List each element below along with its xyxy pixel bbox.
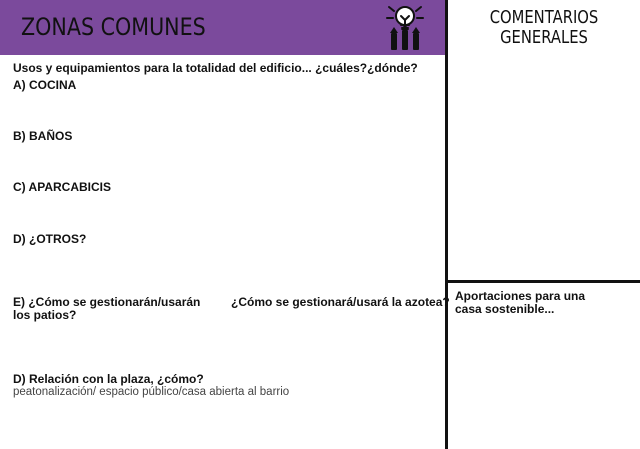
item-aparcabicis: C) APARCABICIS [13,180,111,194]
patios-question [13,296,200,322]
plaza-question: D) Relación con la plaza, ¿cómo? [13,372,204,386]
lightbulb-hands-icon [385,3,425,52]
intro-question: Usos y equipamientos para la totalidad del edificio... ¿cuáles?¿dónde? [13,61,418,75]
sidebar-title-line1: COMENTARIOS [489,7,599,28]
item-cocina: A) COCINA [13,78,77,92]
azotea-question: ¿Cómo se gestionará/usará la azotea? [231,295,450,309]
aportaciones-line2: casa sostenible... [455,302,555,316]
sidebar-title [465,8,622,48]
patios-question-line1: E) ¿Cómo se gestionarán/usarán [13,295,201,309]
plaza-hint: peatonalización/ espacio público/casa abierta al barrio [13,386,290,398]
sidebar-title-line2: GENERALES [500,27,588,48]
sidebar-divider [446,280,640,283]
item-otros: D) ¿OTROS? [13,232,87,246]
header-bar [0,0,446,55]
item-banos: B) BAÑOS [13,129,73,143]
aportaciones-prompt [455,290,585,316]
column-divider [445,0,448,449]
patios-question-line2: los patios? [13,308,77,322]
aportaciones-line1: Aportaciones para una [455,289,586,303]
page-title: ZONAS COMUNES [21,13,206,41]
